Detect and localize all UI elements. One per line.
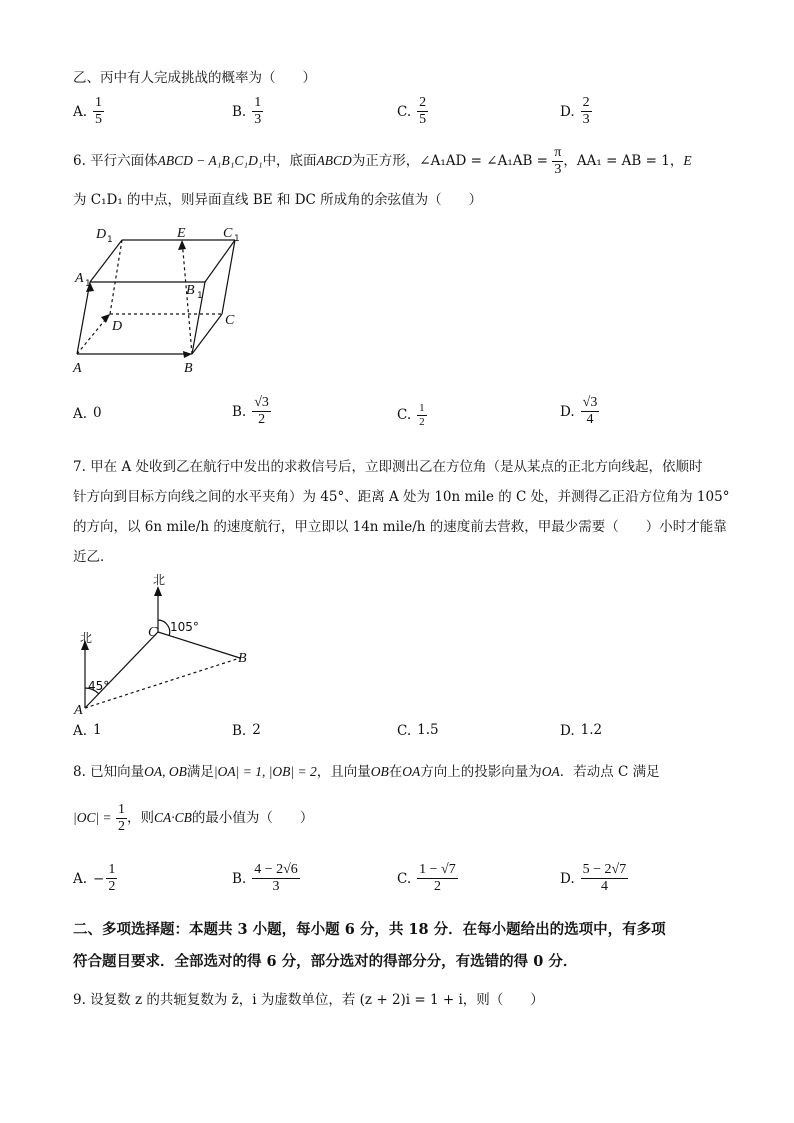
svg-text:1: 1 <box>197 291 203 301</box>
option-c[interactable]: C. $\frac{2}{5}$ <box>397 95 427 128</box>
q6-stem-line1: 6. 平行六面体ABCD − A₁B₁C₁D₁中，底面ABCD为正方形，∠A₁AD = ∠A₁AB = $\frac{\pi}{3}$ ，AA₁ = AB = 1，E <box>73 145 692 178</box>
option-a[interactable]: A. 1 <box>73 722 102 739</box>
q8-stem-line1: 8. 已知向量OA, OB满足|OA| = 1, |OB| = 2，且向量OB在OA方向上的投影向量为OA．若动点 C 满足 <box>73 764 660 780</box>
q7-stem-line3: 的方向，以 6n mile/h 的速度航行，甲立即以 14n mile/h 的速度前去营救，甲最少需要（ ）小时才能靠 <box>73 519 727 535</box>
option-c[interactable]: C. 1.5 <box>397 722 439 739</box>
q6-stem-line2: 为 C₁D₁ 的中点，则异面直线 BE 和 DC 所成角的余弦值为（ ） <box>73 192 483 208</box>
option-c[interactable]: C. $\frac{1}{2}$ <box>397 402 425 428</box>
option-d[interactable]: D. $\frac{2}{3}$ <box>560 95 590 128</box>
q9-stem: 9. 设复数 z 的共轭复数为 z̄，i 为虚数单位，若 (z + 2)i = 1 + i，则（ ） <box>73 992 544 1008</box>
label-C: C <box>225 313 235 328</box>
option-b[interactable]: B. $\frac{4 - 2√6}{3}$ <box>232 862 298 895</box>
q7-stem-line1: 7. 甲在 A 处收到乙在航行中发出的求救信号后，立即测出乙在方位角（是从某点的正北方向线起，依顺时 <box>73 459 703 475</box>
svg-text:1: 1 <box>85 279 91 289</box>
q5-stem: 乙、丙中有人完成挑战的概率为（ ） <box>73 70 316 86</box>
pi-over-3: $\frac{\pi}{3}$ <box>554 145 562 178</box>
label-A: A <box>74 703 83 718</box>
label-C1: C <box>223 226 233 241</box>
label-D1: D <box>96 227 107 242</box>
label-E: E <box>177 226 186 241</box>
option-a[interactable]: A. $\frac{1}{5}$ <box>73 95 103 128</box>
label-C: C <box>148 625 158 640</box>
label-D: D <box>112 319 123 334</box>
section-2-header-line1: 二、多项选择题：本题共 3 小题，每小题 6 分，共 18 分．在每小题给出的选项中，有多项 <box>73 921 666 938</box>
label-A1: A <box>75 271 84 286</box>
one-half: $\frac{1}{2}$ <box>117 802 125 835</box>
label-A: A <box>73 361 82 376</box>
label-B: B <box>238 651 247 666</box>
option-a[interactable]: A. 0 <box>73 405 102 422</box>
angle-105: 105° <box>170 620 199 634</box>
section-2-header-line2: 符合题目要求．全部选对的得 6 分，部分选对的得部分分，有选错的得 0 分． <box>73 953 578 970</box>
parallelepiped-figure <box>70 222 250 382</box>
svg-text:1: 1 <box>234 234 240 244</box>
option-a[interactable]: A. − $\frac{1}{2}$ <box>73 862 116 895</box>
label-B: B <box>184 361 193 376</box>
option-b[interactable]: B. 2 <box>232 722 261 739</box>
north-label-c: 北 <box>153 573 166 587</box>
option-b[interactable]: B. $\frac{1}{3}$ <box>232 95 262 128</box>
label-B1: B <box>186 283 195 298</box>
option-c[interactable]: C. $\frac{1 - √7}{2}$ <box>397 862 456 895</box>
north-label-a: 北 <box>80 631 93 645</box>
q8-stem-line2: |OC| = $\frac{1}{2}$ ，则CA·CB的最小值为（ ） <box>73 802 314 835</box>
q7-stem-line2: 针方向到目标方向线之间的水平夹角）为 45°、距离 A 处为 10n mile 的 C 处，并测得乙正沿方位角为 105° <box>73 489 730 505</box>
q7-stem-line4: 近乙． <box>73 549 114 565</box>
svg-text:1: 1 <box>107 235 113 245</box>
angle-45: 45° <box>88 679 110 693</box>
bearing-figure <box>70 570 260 718</box>
option-b[interactable]: B. $\frac{√3}{2}$ <box>232 395 269 428</box>
option-d[interactable]: D. 1.2 <box>560 722 603 739</box>
option-d[interactable]: D. $\frac{√3}{4}$ <box>560 395 598 428</box>
option-d[interactable]: D. $\frac{5 - 2√7}{4}$ <box>560 862 627 895</box>
